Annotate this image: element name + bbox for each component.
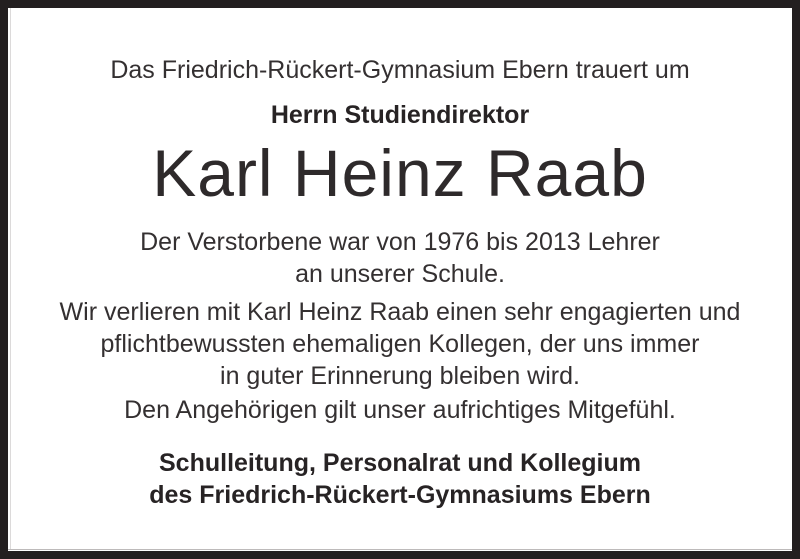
tribute-line-3: in guter Erinnerung bleiben wird. bbox=[220, 362, 580, 390]
signature-line-1: Schulleitung, Personalrat und Kollegium bbox=[159, 449, 641, 477]
obituary-content bbox=[8, 8, 792, 551]
tenure-line-2: an unserer Schule. bbox=[295, 260, 505, 288]
honorific-line: Herrn Studiendirektor bbox=[270, 101, 530, 129]
intro-line: Das Friedrich-Rückert-Gymnasium Ebern trauert um bbox=[110, 56, 690, 84]
tribute-line-2: pflichtbewussten ehemaligen Kollegen, der uns immer bbox=[100, 330, 700, 358]
condolence-line: Den Angehörigen gilt unser aufrichtiges Mitgefühl. bbox=[124, 396, 676, 424]
tribute-line-1: Wir verlieren mit Karl Heinz Raab einen sehr engagierten und bbox=[59, 298, 741, 326]
signature-line-2: des Friedrich-Rückert-Gymnasiums Ebern bbox=[149, 481, 651, 509]
tenure-line-1: Der Verstorbene war von 1976 bis 2013 Lehrer bbox=[140, 228, 660, 256]
deceased-name: Karl Heinz Raab bbox=[152, 136, 648, 210]
